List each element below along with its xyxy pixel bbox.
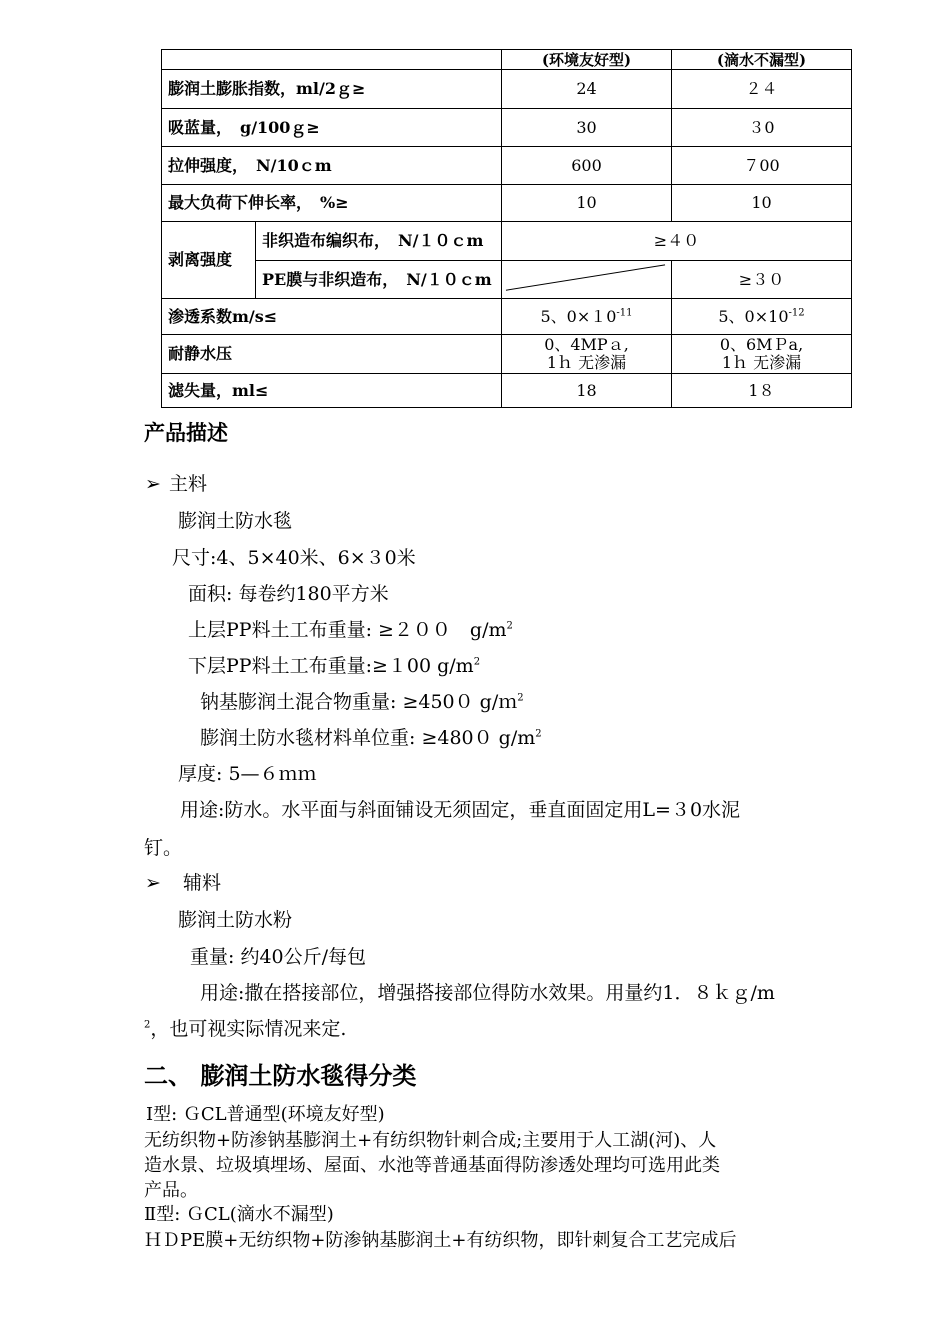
classification-line: ＨＤPE膜+无纺织物+防渗钠基膨润土+有纺织物，即针刺复合工艺完成后 [144, 1230, 737, 1251]
row-value: ３0 [672, 109, 852, 147]
perm-exponent: -12 [788, 307, 805, 319]
main-line: 膨润土防水毯 [178, 510, 293, 532]
hydro-line: 0、6MＰa, [719, 335, 804, 354]
diagonal-line [502, 261, 671, 298]
spec-table [161, 49, 852, 408]
main-line: 尺寸:4、5×40米、6×３0米 [172, 547, 416, 569]
table-row-peel-2 [162, 261, 852, 299]
table-row [162, 147, 852, 185]
table-row [162, 70, 852, 109]
lower-layer-weight [188, 655, 480, 677]
row-value [502, 299, 672, 335]
perm-base: 5、0×10 [718, 306, 789, 326]
peel-sub-nonwoven: 非织造布编织布， N/１０ｃm [256, 222, 502, 261]
bullet-arrow-icon: ➢ [145, 872, 161, 894]
main-line: 面积: 每卷约180平方米 [188, 583, 389, 605]
thickness: 厚度: 5—６ｍｍ [178, 763, 317, 785]
aux-usage-line [144, 1018, 346, 1040]
row-value [672, 335, 852, 374]
upper-layer-weight [188, 619, 513, 641]
header-eco-type: (环境友好型) [502, 50, 672, 70]
superscript-2: 2 [535, 728, 542, 740]
table-row-filter-loss [162, 374, 852, 408]
row-value [672, 299, 852, 335]
row-value: ７00 [672, 147, 852, 185]
peel-pe-film-value: ≥３０ [672, 261, 852, 299]
hydro-line: 0、4MPａ, [544, 335, 629, 354]
classification-line: Ⅰ型: ＧCL普通型(环境友好型) [146, 1104, 385, 1125]
main-material-label: 主料 [169, 473, 208, 495]
aux-usage-line: 用途:撒在搭接部位，增强搭接部位得防水效果。用量约1．８ｋｇ/m [200, 982, 775, 1004]
classification-line: Ⅱ型: ＧCL(滴水不漏型) [144, 1204, 334, 1225]
row-value: 18 [502, 374, 672, 408]
table-row-peel-1 [162, 222, 852, 261]
product-heading: 产品描述 [144, 420, 228, 445]
row-value: 600 [502, 147, 672, 185]
row-value: 10 [502, 185, 672, 222]
row-value: 10 [672, 185, 852, 222]
header-blank-cell [162, 50, 502, 70]
classification-line: 产品。 [144, 1180, 198, 1201]
aux-material-label: 辅料 [183, 872, 222, 894]
sodium-text: 钠基膨润土混合物重量: ≥450０ g/ｍ [200, 691, 518, 713]
upper-layer-text: 上层PP料土工布重量: ≥２００ g/m [188, 619, 507, 641]
main-usage-line: 用途:防水。水平面与斜面铺设无须固定，垂直面固定用L=３0水泥 [180, 799, 741, 821]
row-name: 渗透系数m/s≤ [162, 299, 502, 335]
row-value: 30 [502, 109, 672, 147]
perm-base: 5、0×１0 [540, 306, 617, 326]
aux-line: 重量: 约40公斤/每包 [190, 946, 367, 968]
row-name: 膨润土膨胀指数，ml/2ｇ≥ [162, 70, 502, 109]
sodium-bentonite-weight [200, 691, 524, 713]
superscript-2: 2 [144, 1019, 151, 1031]
table-row-permeability [162, 299, 852, 335]
peel-strength-label: 剥离强度 [162, 222, 256, 299]
row-value: ２４ [672, 70, 852, 109]
main-material-item [145, 473, 207, 495]
unit-weight-text: 膨润土防水毯材料单位重: ≥480０ g/m [200, 727, 536, 749]
hydro-line: 1ｈ 无渗漏 [546, 353, 627, 372]
empty-diagonal-cell [502, 261, 672, 299]
row-value [502, 335, 672, 374]
aux-material-item [145, 872, 221, 894]
perm-exponent: -11 [616, 307, 633, 319]
aux-line: 膨润土防水粉 [178, 909, 293, 931]
peel-nonwoven-value: ≥４０ [502, 222, 852, 261]
table-header-row [162, 50, 852, 70]
unit-weight [200, 727, 542, 749]
row-name: 吸蓝量， g/100ｇ≥ [162, 109, 502, 147]
superscript-2: 2 [517, 692, 524, 704]
row-name: 耐静水压 [162, 335, 502, 374]
classification-line: 造水景、垃圾填埋场、屋面、水池等普通基面得防渗透处理均可选用此类 [144, 1155, 720, 1176]
hydro-line: 1ｈ 无渗漏 [721, 353, 802, 372]
classification-heading: 二、 膨润土防水毯得分类 [144, 1061, 417, 1090]
row-name: 最大负荷下伸长率， %≥ [162, 185, 502, 222]
row-value: 1８ [672, 374, 852, 408]
main-usage-line: 钉。 [144, 837, 183, 859]
classification-line: 无纺织物+防渗钠基膨润土+有纺织物针刺合成;主要用于人工湖(河)、人 [144, 1130, 717, 1151]
header-leakproof-type: (滴水不漏型) [672, 50, 852, 70]
lower-layer-text: 下层PP料土工布重量:≥１00 g/m [188, 655, 474, 677]
table-row-hydrostatic [162, 335, 852, 374]
row-name: 拉伸强度， N/10ｃm [162, 147, 502, 185]
superscript-2: 2 [506, 620, 513, 632]
row-name: 滤失量，ml≤ [162, 374, 502, 408]
peel-sub-pe-film: PE膜与非织造布， N/１０ｃm [256, 261, 502, 299]
table-row [162, 185, 852, 222]
aux-usage-text: ，也可视实际情况来定. [150, 1018, 347, 1040]
row-value: 24 [502, 70, 672, 109]
superscript-2: 2 [473, 656, 481, 668]
table-row [162, 109, 852, 147]
bullet-arrow-icon: ➢ [145, 473, 161, 495]
